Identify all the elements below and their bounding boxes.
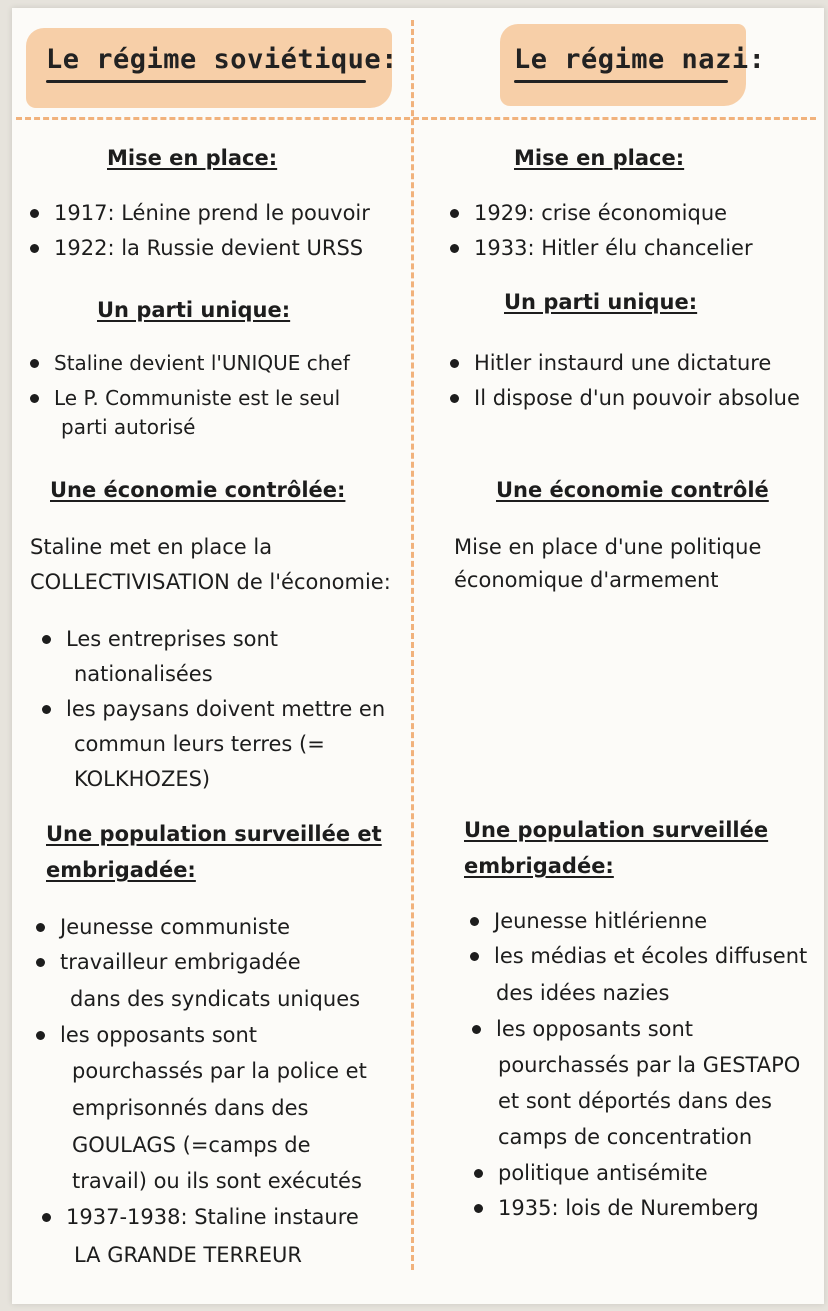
list-item-continuation: et sont déportés dans des (498, 1089, 772, 1113)
list-item-continuation: pourchassés par la GESTAPO (498, 1053, 801, 1077)
list-item: les paysans doivent mettre en (38, 692, 385, 727)
list-item: 1933: Hitler élu chancelier (446, 231, 753, 266)
list-item: Le P. Communiste est le seul (26, 381, 350, 416)
left-heading-economie: Une économie contrôlée: (50, 478, 346, 502)
list-item-continuation: dans des syndicats uniques (70, 987, 361, 1011)
list-item: les opposants sont (32, 1018, 257, 1053)
right-heading-population-1: Une population surveillée (464, 818, 769, 842)
right-economie-text-1: Mise en place d'une politique (454, 535, 762, 559)
right-list-population-3 (470, 1156, 759, 1226)
horizontal-divider (16, 117, 816, 120)
list-item: 1917: Lénine prend le pouvoir (26, 196, 370, 231)
vertical-divider (411, 20, 414, 1270)
list-item: Hitler instaurd une dictature (446, 346, 800, 381)
list-item: Jeunesse hitlérienne (466, 904, 807, 939)
left-list-mise-en-place (26, 196, 370, 266)
list-item-continuation: commun leurs terres (= (74, 732, 325, 756)
list-item: Il dispose d'un pouvoir absolue (446, 381, 800, 416)
left-title-underline (46, 80, 366, 83)
list-item: politique antisémite (470, 1156, 759, 1191)
list-item: 1937-1938: Staline instaure (38, 1200, 359, 1235)
left-heading-population-1: Une population surveillée et (46, 822, 382, 846)
list-item: Les entreprises sont (38, 622, 278, 657)
list-item-continuation: parti autorisé (61, 415, 196, 439)
right-heading-mise-en-place: Mise en place: (514, 146, 685, 170)
left-economie-text-2: COLLECTIVISATION de l'économie: (30, 570, 391, 594)
list-item-continuation: GOULAGS (=camps de (72, 1133, 311, 1157)
right-title-underline (514, 80, 728, 83)
right-list-population-1 (466, 904, 807, 974)
list-item-continuation: nationalisées (74, 662, 213, 686)
right-heading-economie: Une économie contrôlé (496, 478, 769, 502)
list-item: 1929: crise économique (446, 196, 753, 231)
right-list-population-2 (468, 1012, 693, 1047)
list-item-continuation: camps de concentration (498, 1125, 753, 1149)
list-item: les médias et écoles diffusent (466, 939, 807, 974)
list-item: travailleur embrigadée (32, 945, 301, 980)
left-heading-mise-en-place: Mise en place: (107, 146, 278, 170)
list-item: les opposants sont (468, 1012, 693, 1047)
right-economie-text-2: économique d'armement (454, 568, 719, 592)
list-item: 1935: lois de Nuremberg (470, 1191, 759, 1226)
list-item: Staline devient l'UNIQUE chef (26, 346, 350, 381)
list-item-continuation: des idées nazies (496, 981, 670, 1005)
left-list-economie-2 (38, 692, 385, 727)
left-heading-population-2: embrigadée: (46, 858, 196, 882)
list-item-continuation: travail) ou ils sont exécutés (72, 1169, 362, 1193)
left-list-economie (38, 622, 278, 657)
left-economie-text-1: Staline met en place la (30, 535, 273, 559)
list-item: 1922: la Russie devient URSS (26, 231, 370, 266)
left-list-population-1 (32, 910, 301, 980)
list-item-continuation: emprisonnés dans des (72, 1096, 309, 1120)
left-list-population-2 (32, 1018, 257, 1053)
list-item-continuation: LA GRANDE TERREUR (74, 1243, 302, 1267)
right-heading-population-2: embrigadée: (464, 854, 614, 878)
list-item: Jeunesse communiste (32, 910, 301, 945)
list-item-continuation: KOLKHOZES) (74, 767, 211, 791)
left-list-population-3 (38, 1200, 359, 1235)
left-list-parti-unique (26, 346, 350, 416)
list-item-continuation: pourchassés par la police et (72, 1059, 367, 1083)
right-list-mise-en-place (446, 196, 753, 266)
left-title: Le régime soviétique: (46, 44, 398, 75)
left-heading-parti-unique: Un parti unique: (97, 298, 291, 322)
right-list-parti-unique (446, 346, 800, 416)
right-title: Le régime nazi: (514, 44, 766, 75)
right-heading-parti-unique: Un parti unique: (504, 290, 698, 314)
